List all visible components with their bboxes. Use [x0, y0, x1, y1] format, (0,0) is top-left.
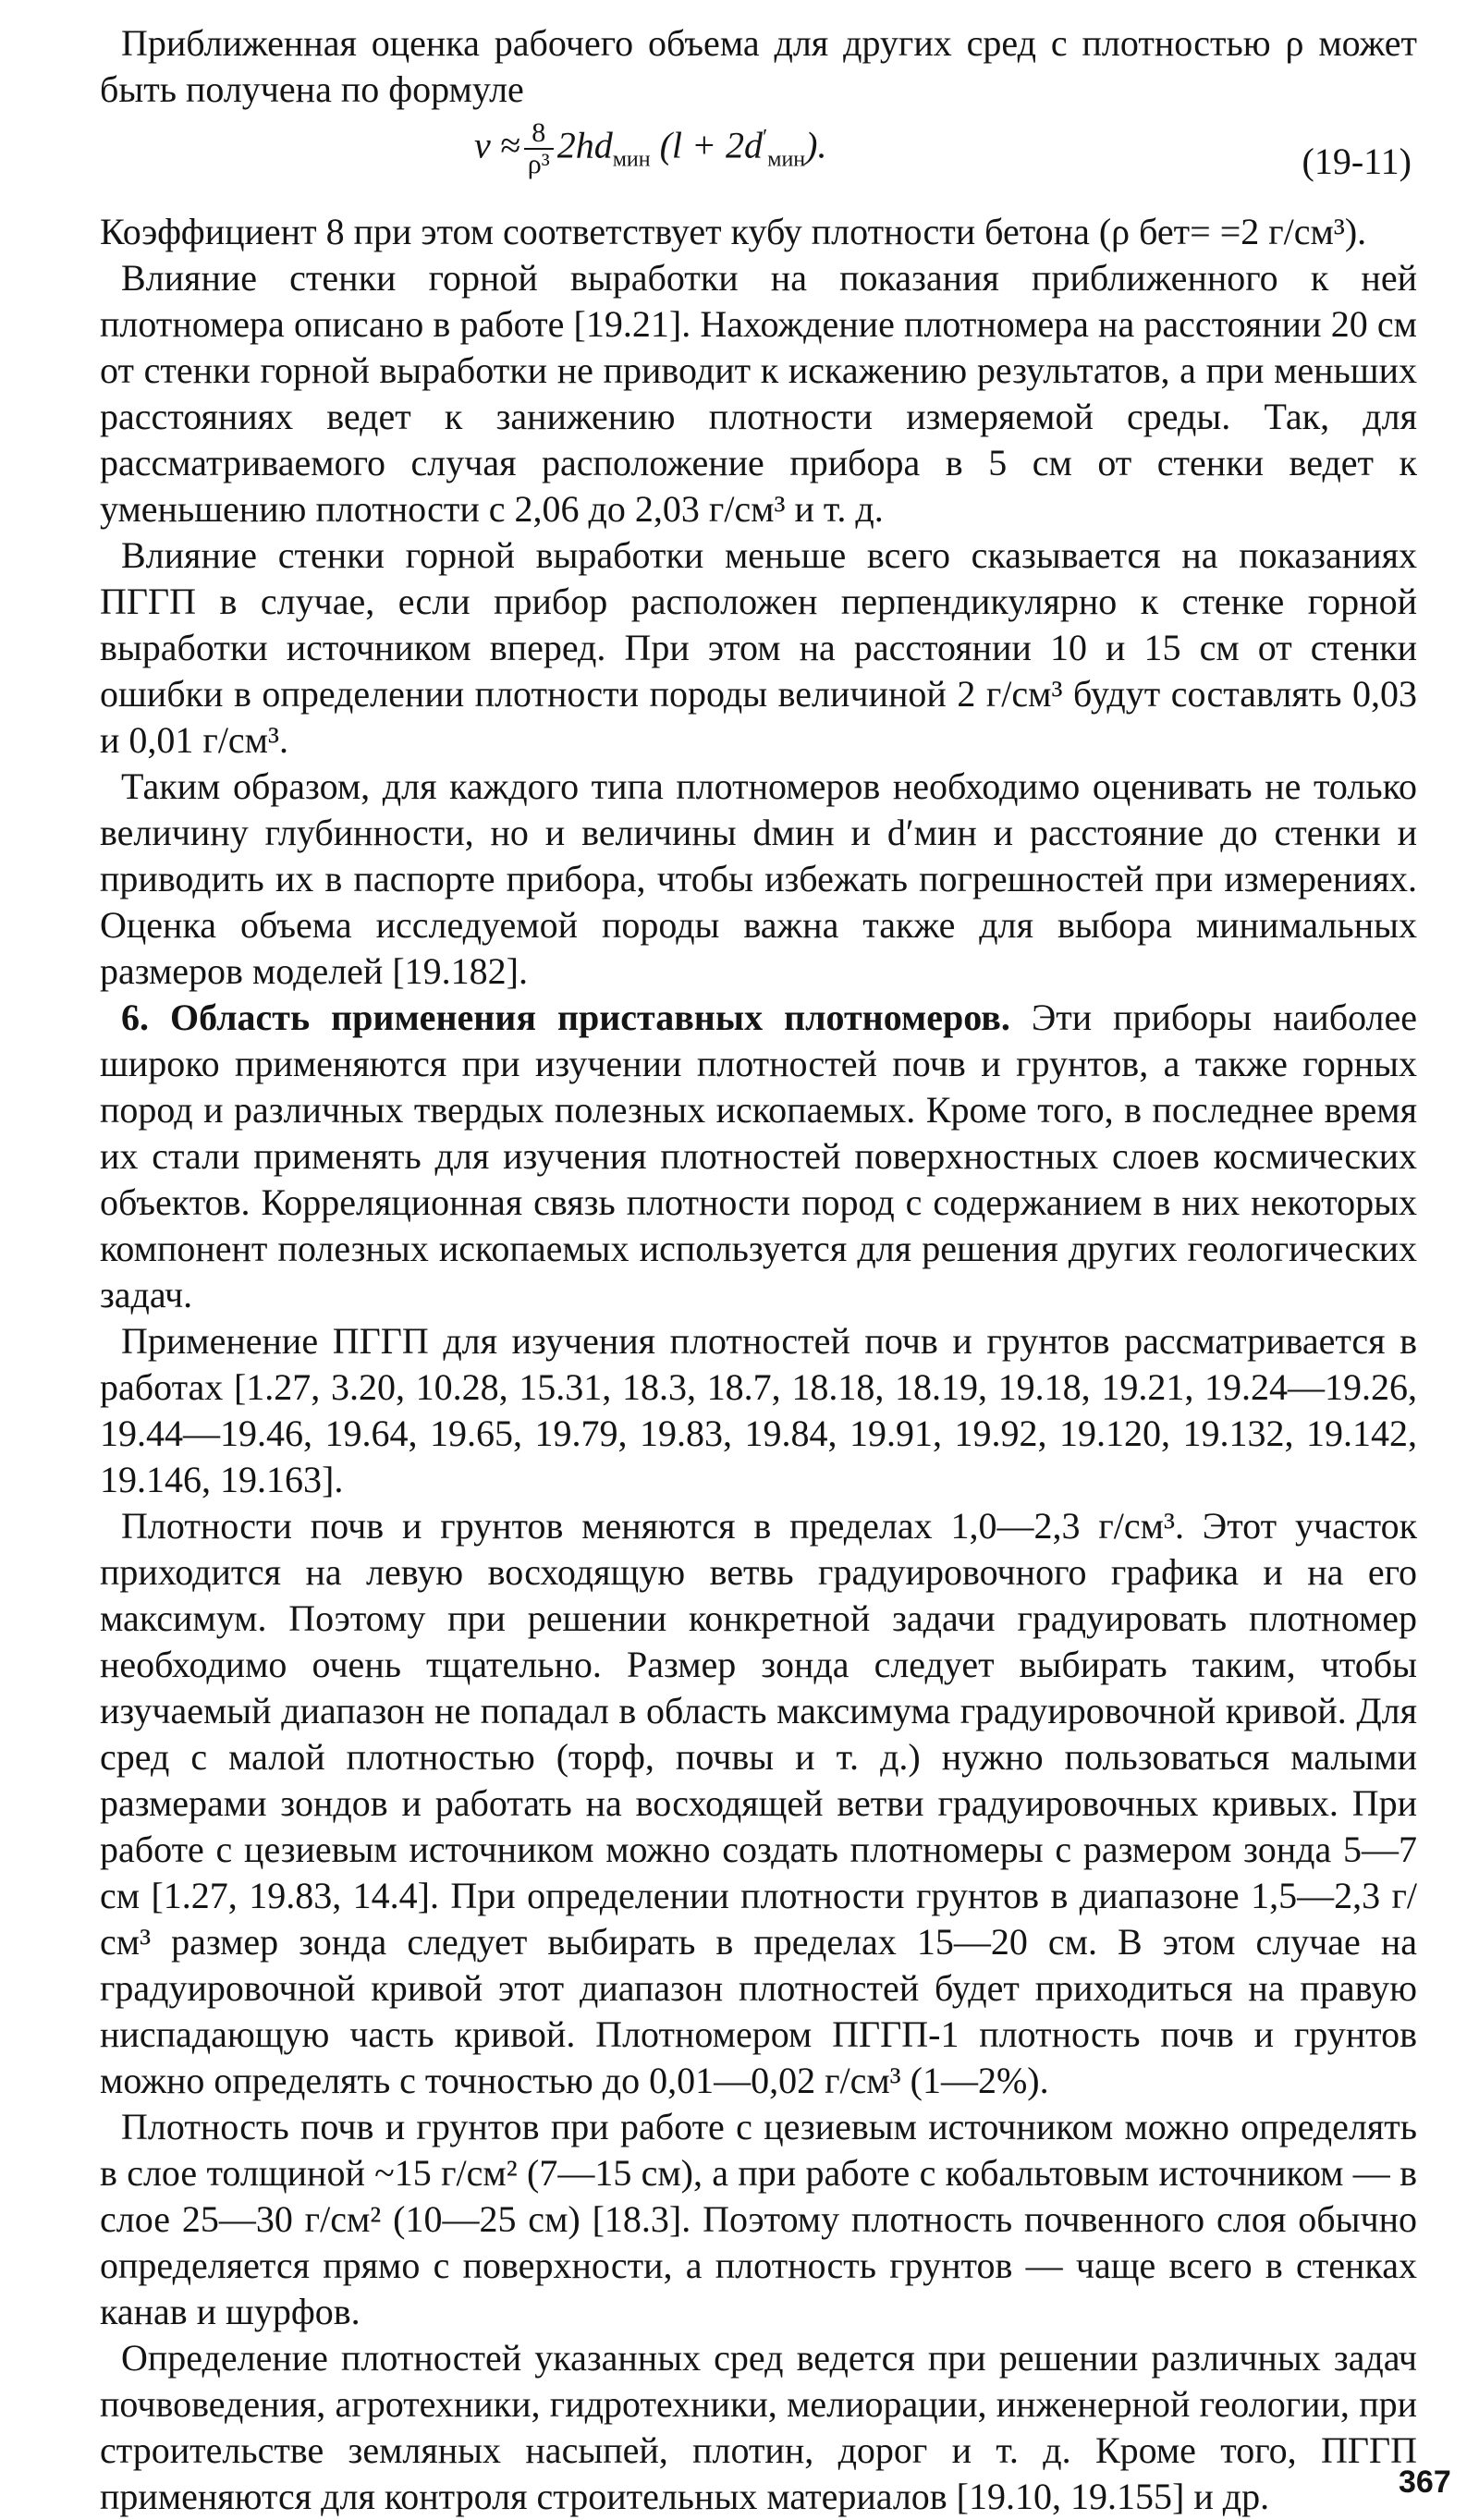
fraction-denominator: ρ³ — [527, 149, 550, 180]
paragraph-wall-influence: Влияние стенки горной выработки на показания приближенного к ней плотномера описано в работе [19.21]. Нахождение плотномера на расстоянии 20 см от стенки горной выработки не приводит к искажению результатов, а при меньших расстояниях ведет к занижению плотности измеряемой среды. Так, для рассматриваемого случая расположение прибора в 5 см от стенки ведет к уменьшению плотности с 2,06 до 2,03 г/см³ и т. д. — [100, 257, 1417, 530]
formula-paren-close: ). — [805, 124, 827, 166]
paragraph-wall-minimal: Влияние стенки горной выработки меньше всего сказывается на показаниях ПГГП в случае, если прибор расположен перпендикулярно к стенке горной выработки источником вперед. При этом на расстоянии 10 и 15 см от стенки ошибки в определении плотности породы величиной 2 г/см³ будут составлять 0,03 и 0,01 г/см³. — [100, 534, 1417, 761]
formula-fraction — [524, 118, 554, 179]
formula-rhs: 2hd — [556, 124, 613, 166]
section-6-paragraph — [100, 995, 1417, 1318]
formula-paren-subscript: мин — [767, 147, 806, 172]
formula-prime: ′ — [763, 126, 768, 150]
formula-expression — [474, 115, 826, 182]
paragraph-coefficient: Коэффициент 8 при этом соответствует кубу плотности бетона (ρ бет= =2 г/см³). — [100, 211, 1367, 252]
paragraph-applications: Определение плотностей указанных сред ведется при решении различных задач почвоведения, агротехники, гидротехники, мелиорации, инженерной геологии, при строительстве земляных насыпей, плотин, дорог и т. д. Кроме того, ПГГП применяются для контроля строительных материалов [19.10, 19.155] и др. — [100, 2337, 1417, 2517]
formula-lhs: v ≈ — [474, 124, 520, 166]
paragraph-layer-thickness: Плотность почв и грунтов при работе с цезиевым источником можно определять в слое толщиной ~15 г/см² (7—15 см), а при работе с кобальтовым источником — в слое 25—30 г/см² (10—25 см) [18.3]. Поэтому плотность почвенного слоя обычно определяется прямо с поверхности, а плотность грунтов — чаще всего в стенках канав и шурфов. — [100, 2106, 1417, 2332]
intro-paragraph: Приближенная оценка рабочего объема для других сред с плотностью ρ может быть получена по формуле — [100, 22, 1417, 110]
paragraph-references: Применение ПГГП для изучения плотностей почв и грунтов рассматривается в работах [1.27, 3.20, 10.28, 15.31, 18.3, 18.7, 18.18, 18.19, 19.18, 19.21, 19.24—19.26, 19.44—19.46, 19.64, 19.65, 19.79, 19.83, 19.84, 19.91, 19.92, 19.120, 19.132, 19.142, 19.146, 19.163]. — [100, 1320, 1417, 1500]
section-heading: 6. Область применения приставных плотномеров. — [121, 997, 1010, 1038]
formula-rhs-subscript: мин — [612, 147, 651, 172]
formula-paren-open: (l + 2d — [650, 124, 763, 166]
section-text: Эти приборы наиболее широко применяются при изучении плотностей почв и грунтов, а также горных пород и различных твердых полезных ископаемых. Кроме того, в последнее время их стали применять для изучения плотностей поверхностных слоев космических объектов. Корреляционная связь плотности пород с содержанием в них некоторых компонент полезных ископаемых используется для решения других геологических задач. — [100, 997, 1418, 1315]
page-body — [100, 20, 1417, 2520]
formula-number: (19-11) — [1302, 141, 1412, 182]
paragraph-density-range: Плотности почв и грунтов меняются в пределах 1,0—2,3 г/см³. Этот участок приходится на левую восходящую ветвь градуировочного графика и на его максимум. Поэтому при решении конкретной задачи градуировать плотномер необходимо очень тщательно. Размер зонда следует выбирать таким, чтобы изучаемый диапазон не попадал в область максимума градуировочной кривой. Для сред с малой плотностью (торф, почвы и т. д.) нужно пользоваться малыми размерами зондов и работать на восходящей ветви градуировочных кривых. При работе с цезиевым источником можно создать плотномеры с размером зонда 5—7 см [1.27, 19.83, 14.4]. При определении плотности грунтов в диапазоне 1,5—2,3 г/см³ размер зонда следует выбирать в пределах 15—20 см. В этом случае на градуировочной кривой этот диапазон плотностей будет приходиться на правую ниспадающую часть кривой. Плотномером ПГГП-1 плотность почв и грунтов можно определять с точностью до 0,01—0,02 г/см³ (1—2%). — [100, 1505, 1417, 2101]
formula-19-11 — [100, 113, 1417, 209]
fraction-numerator: 8 — [524, 118, 554, 150]
page-number: 367 — [1399, 2465, 1451, 2500]
paragraph-depth-estimate: Таким образом, для каждого типа плотномеров необходимо оценивать не только величину глубинности, но и величины dмин и d′мин и расстояние до стенки и приводить их в паспорте прибора, чтобы избежать погрешностей при измерениях. Оценка объема исследуемой породы важна также для выбора минимальных размеров моделей [19.182]. — [100, 765, 1417, 992]
